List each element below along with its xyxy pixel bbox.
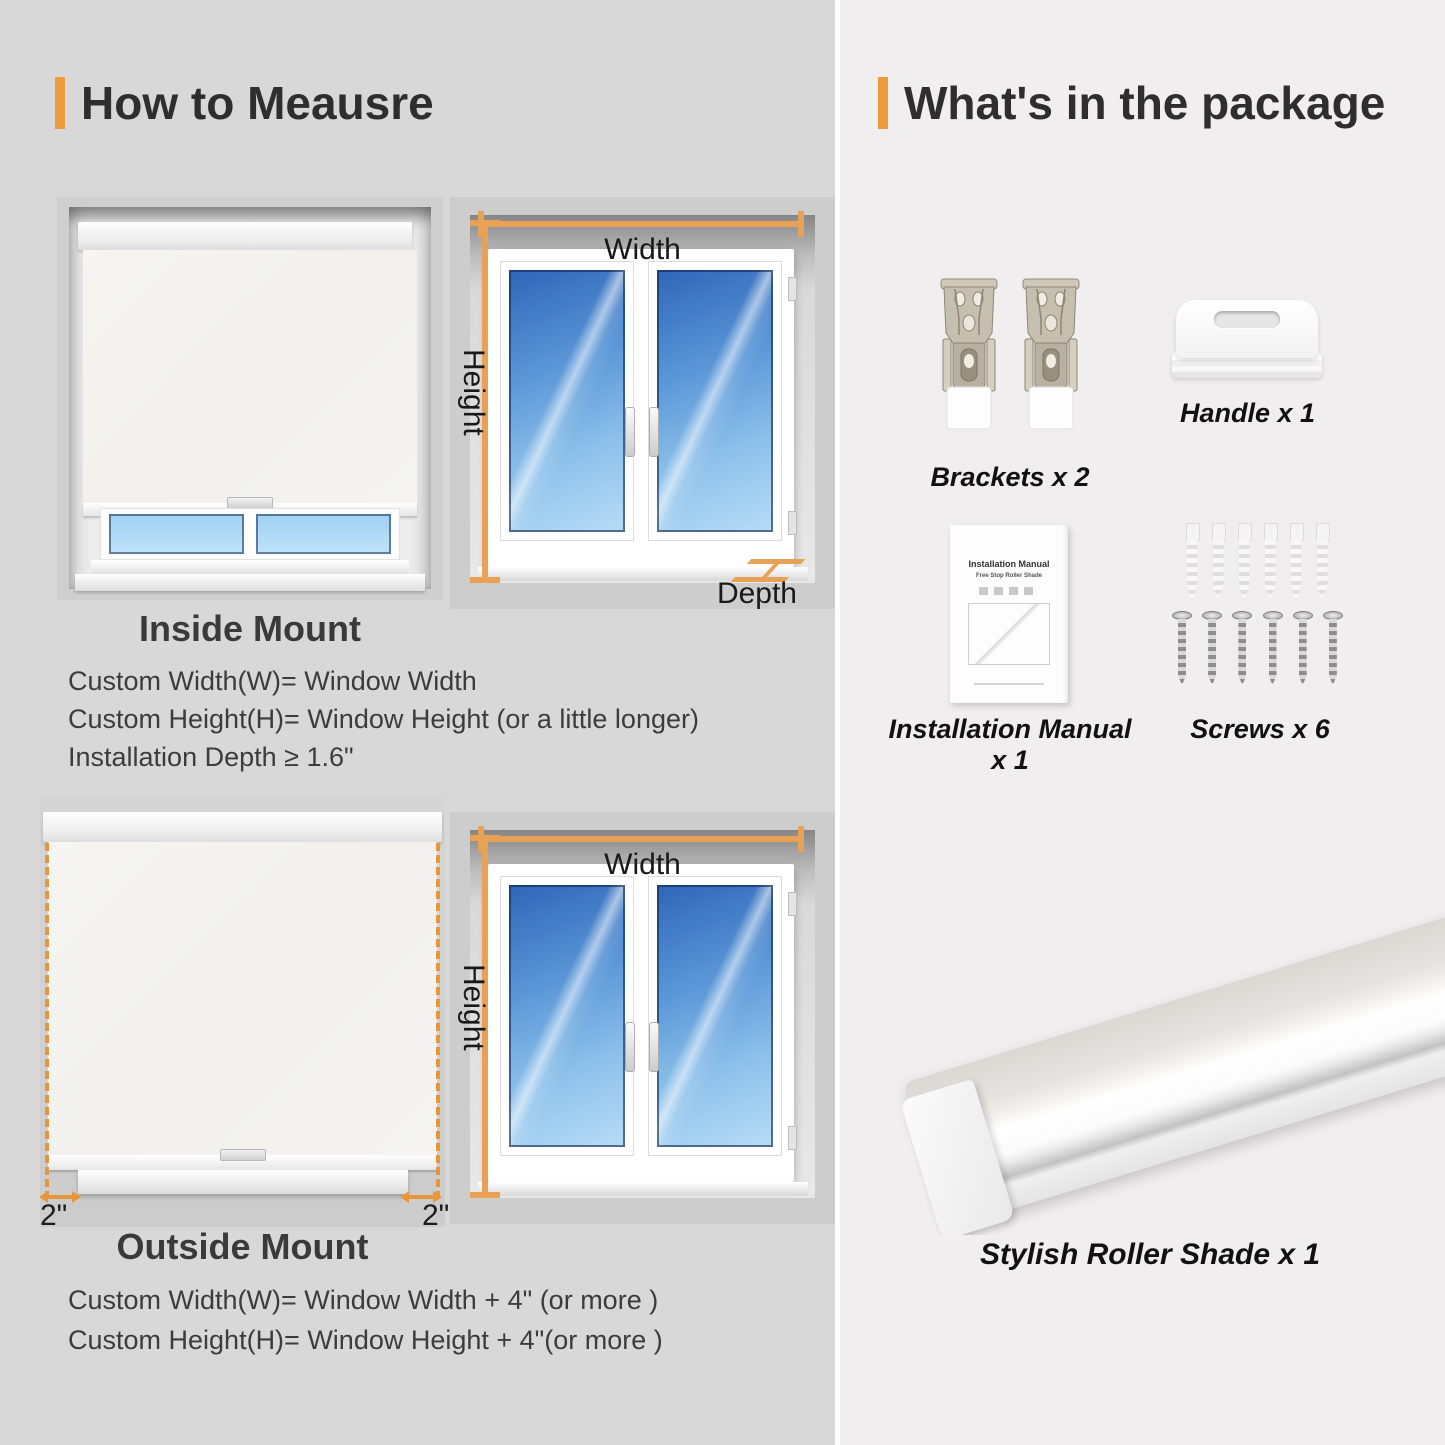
inside-mount-diagram	[450, 197, 835, 609]
shade-cassette	[78, 222, 412, 250]
outside-mount-heading: Outside Mount	[116, 1226, 369, 1267]
screw-icon	[1323, 611, 1342, 689]
window-hinge	[788, 277, 797, 301]
window-sill	[75, 574, 425, 591]
wall-anchor-icon	[1185, 523, 1200, 603]
left-overlap-value: 2"	[40, 1199, 68, 1232]
window-handle	[649, 1022, 659, 1072]
shade-fabric	[48, 842, 437, 1155]
height-label: Height	[457, 349, 490, 436]
window-glass	[509, 885, 625, 1147]
window-hinge	[788, 1126, 797, 1150]
manual-footer-line	[974, 683, 1044, 685]
width-measure-line	[480, 836, 802, 842]
anchor-row	[1172, 523, 1342, 603]
window-pane	[109, 514, 244, 554]
right-overlap-guide-line	[436, 843, 440, 1199]
package-title-row	[878, 76, 1385, 130]
screw-icon	[1232, 611, 1251, 689]
handle-label: Handle x 1	[1179, 398, 1316, 428]
window-sash-left	[500, 261, 634, 541]
wall-anchor-icon	[1289, 523, 1304, 603]
wall-anchor-icon	[1263, 523, 1278, 603]
installation-manual-image	[950, 525, 1068, 703]
window-hinge	[788, 511, 797, 535]
brackets-image	[935, 275, 1085, 435]
screw-icon	[1293, 611, 1312, 689]
shade-cassette	[43, 812, 442, 842]
outside-mount-line-1: Custom Width(W)= Window Width + 4" (or more )	[68, 1285, 659, 1315]
handle-image	[1172, 300, 1322, 392]
window-pane	[256, 514, 391, 554]
wall-anchor-icon	[1315, 523, 1330, 603]
window-frame	[488, 249, 794, 567]
outside-mount-text	[68, 1280, 663, 1360]
inside-mount-text	[68, 662, 699, 776]
shade-handle	[220, 1149, 266, 1161]
manual-label: Installation Manual x 1	[888, 714, 1132, 775]
outside-mount-diagram	[450, 812, 835, 1224]
inside-mount-line-2: Custom Height(H)= Window Height (or a little longer)	[68, 704, 699, 734]
window-lower-sashes	[100, 508, 400, 560]
window-handle	[625, 407, 635, 457]
window-handle	[625, 1022, 635, 1072]
handle-slot	[1214, 311, 1280, 328]
inside-mount-line-3: Installation Depth ≥ 1.6"	[68, 742, 354, 772]
bracket-icon	[935, 275, 1003, 433]
screw-icon	[1202, 611, 1221, 689]
width-label: Width	[604, 848, 681, 881]
screws-label: Screws x 6	[1190, 714, 1330, 744]
width-label: Width	[604, 233, 681, 266]
window-recess	[69, 207, 431, 589]
roller-shade-cassette	[903, 855, 1445, 1228]
package-title: What's in the package	[904, 77, 1386, 129]
screw-icon	[1263, 611, 1282, 689]
left-overlap-guide-line	[45, 843, 49, 1199]
width-measure-line	[480, 221, 802, 227]
brackets-label: Brackets x 2	[930, 462, 1090, 492]
inside-mount-photo	[57, 197, 443, 600]
manual-steps-icons	[979, 587, 1039, 595]
window-sash-right	[648, 261, 782, 541]
manual-figure	[968, 603, 1050, 665]
accent-bar-icon	[878, 77, 888, 129]
depth-label: Depth	[716, 577, 797, 610]
height-label: Height	[457, 964, 490, 1051]
shade-fabric	[83, 250, 417, 503]
right-overlap-value: 2"	[422, 1199, 450, 1232]
window-sash-left	[500, 876, 634, 1156]
bracket-icon	[1017, 275, 1085, 433]
handle-body	[1176, 300, 1318, 358]
window-bottom-frame	[91, 560, 409, 574]
screw-icon	[1172, 611, 1191, 689]
manual-cover-subtitle: Free Stop Roller Shade	[975, 573, 1042, 579]
window-glass	[657, 270, 773, 532]
window-frame	[488, 864, 794, 1182]
wall-anchor-icon	[1237, 523, 1252, 603]
package-panel	[840, 0, 1445, 1445]
window-glass	[509, 270, 625, 532]
roller-shade-image	[870, 845, 1445, 1235]
window-hinge	[788, 892, 797, 916]
window-sill	[78, 1170, 408, 1194]
outside-mount-photo	[40, 797, 450, 1232]
wall-anchor-icon	[1211, 523, 1226, 603]
inside-mount-heading: Inside Mount	[139, 608, 361, 649]
roller-shade-label: Stylish Roller Shade x 1	[979, 1238, 1321, 1271]
manual-cover-title: Installation Manual	[968, 559, 1050, 569]
screw-row	[1172, 611, 1342, 689]
outside-mount-line-2: Custom Height(H)= Window Height + 4"(or more )	[68, 1325, 663, 1355]
window-sill	[478, 1182, 808, 1196]
screws-image	[1172, 523, 1342, 698]
how-to-measure-title-row	[55, 76, 434, 130]
window-glass	[657, 885, 773, 1147]
window-sash-right	[648, 876, 782, 1156]
accent-bar-icon	[55, 77, 65, 129]
how-to-measure-title: How to Meausre	[81, 77, 434, 129]
inside-mount-line-1: Custom Width(W)= Window Width	[68, 666, 477, 696]
window-handle	[649, 407, 659, 457]
shade-bottom-bar	[48, 1155, 437, 1170]
